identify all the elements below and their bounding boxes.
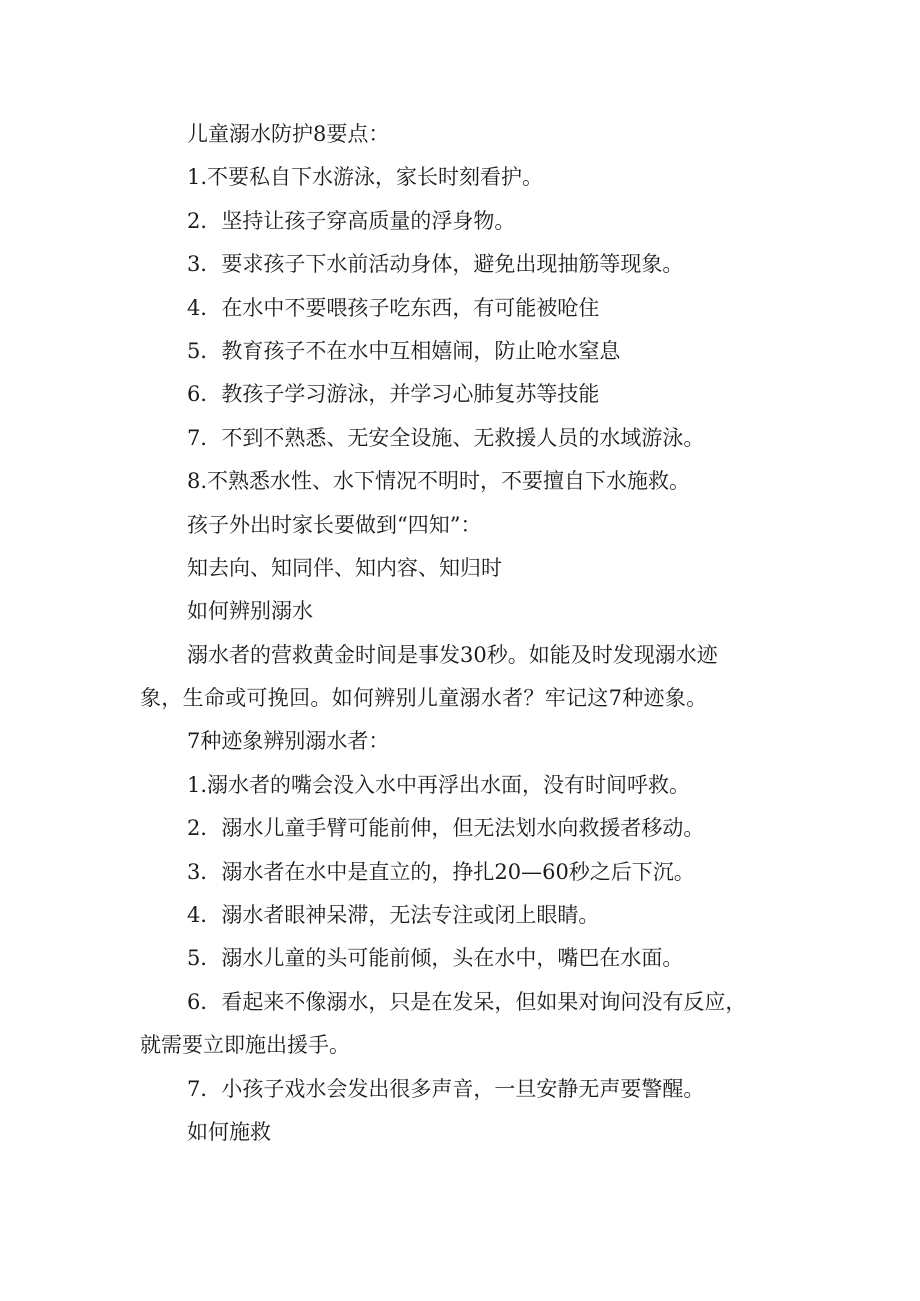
paragraph-sign-6-line-1: 6．看起来不像溺水，只是在发呆，但如果对询问没有反应， — [187, 989, 747, 1014]
paragraph-sign-1: 1.溺水者的嘴会没入水中再浮出水面，没有时间呼救。 — [187, 772, 691, 797]
paragraph-sign-6-line-2: 就需要立即施出援手。 — [140, 1033, 350, 1058]
paragraph-prevention-7: 7．不到不熟悉、无安全设施、无救援人员的水域游泳。 — [187, 425, 705, 450]
paragraph-prevention-5: 5．教育孩子不在水中互相嬉闹，防止呛水窒息 — [187, 338, 621, 363]
paragraph-prevention-4: 4．在水中不要喂孩子吃东西，有可能被呛住 — [187, 295, 600, 320]
paragraph-sign-2: 2．溺水儿童手臂可能前伸，但无法划水向救援者移动。 — [187, 816, 705, 841]
paragraph-golden-time-line-1: 溺水者的营救黄金时间是事发30秒。如能及时发现溺水迹 — [187, 642, 718, 667]
paragraph-sign-7: 7．小孩子戏水会发出很多声音，一旦安静无声要警醒。 — [187, 1076, 705, 1101]
paragraph-four-knows: 知去向、知同伴、知内容、知归时 — [187, 555, 502, 580]
paragraph-prevention-3: 3．要求孩子下水前活动身体，避免出现抽筋等现象。 — [187, 252, 684, 277]
paragraph-sign-5: 5．溺水儿童的头可能前倾，头在水中，嘴巴在水面。 — [187, 946, 684, 971]
paragraph-prevention-8: 8.不熟悉水性、水下情况不明时，不要擅自下水施救。 — [187, 469, 691, 494]
section-heading-identify: 如何辨别溺水 — [187, 599, 313, 624]
section-heading-rescue: 如何施救 — [187, 1119, 271, 1144]
document-body — [140, 113, 805, 1154]
section-heading-seven-signs: 7种迹象辨别溺水者： — [187, 729, 390, 754]
section-heading-four-knows: 孩子外出时家长要做到“四知”： — [187, 512, 482, 537]
paragraph-golden-time-line-2: 象，生命或可挽回。如何辨别儿童溺水者？牢记这7种迹象。 — [140, 686, 708, 711]
paragraph-prevention-1: 1.不要私自下水游泳，家长时刻看护。 — [187, 165, 544, 190]
paragraph-sign-4: 4．溺水者眼神呆滞，无法专注或闭上眼睛。 — [187, 903, 600, 928]
paragraph-prevention-6: 6．教孩子学习游泳，并学习心肺复苏等技能 — [187, 382, 600, 407]
section-heading-prevention: 儿童溺水防护8要点： — [187, 122, 390, 146]
paragraph-prevention-2: 2．坚持让孩子穿高质量的浮身物。 — [187, 208, 516, 233]
paragraph-sign-3: 3．溺水者在水中是直立的，挣扎20—60秒之后下沉。 — [187, 859, 695, 884]
